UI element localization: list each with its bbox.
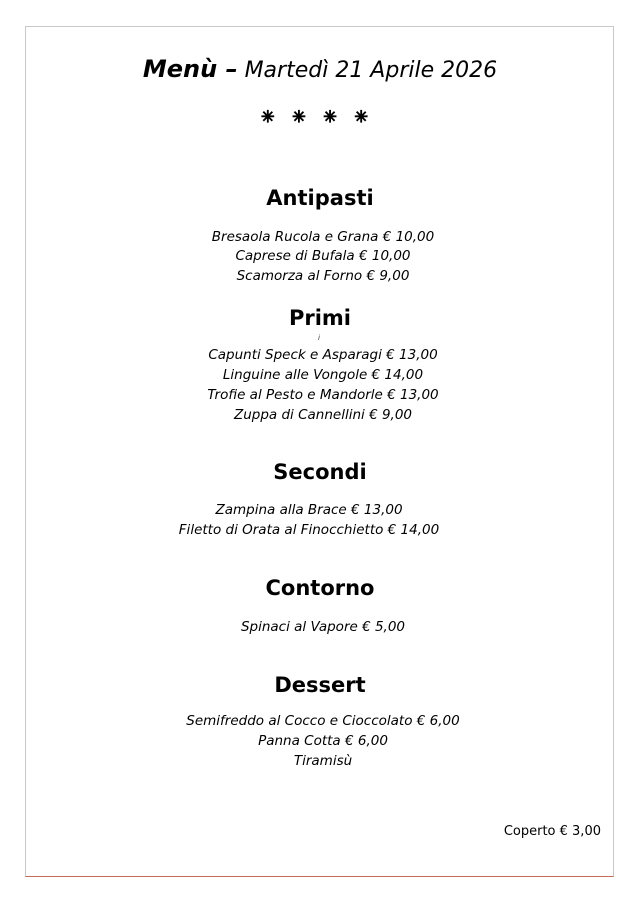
menu-item: Panna Cotta € 6,00 xyxy=(258,733,388,749)
title-date: Martedì 21 Aprile 2026 xyxy=(244,58,498,83)
menu-item: Spinaci al Vapore € 5,00 xyxy=(240,619,406,635)
section-heading-secondi: Secondi xyxy=(273,460,367,484)
menu-item: Tiramisù xyxy=(293,753,353,769)
title-main: Menù – xyxy=(142,55,238,83)
section-heading-primi: Primi xyxy=(288,306,352,330)
section-heading-dessert: Dessert xyxy=(274,673,366,697)
section-heading-antipasti: Antipasti xyxy=(266,186,374,210)
cover-charge: Coperto € 3,00 xyxy=(503,824,601,839)
page-title xyxy=(0,52,640,88)
menu-item: Trofie al Pesto e Mandorle € 13,00 xyxy=(207,387,439,403)
menu-item: Filetto di Orata al Finocchietto € 14,00 xyxy=(178,522,440,538)
menu-item: Capunti Speck e Asparagi € 13,00 xyxy=(208,347,438,363)
menu-item: Zuppa di Cannellini € 9,00 xyxy=(233,407,413,423)
menu-item: Caprese di Bufala € 10,00 xyxy=(235,248,411,264)
asterisk-ornament: ⁕⁕⁕⁕ xyxy=(257,103,383,131)
menu-item: Linguine alle Vongole € 14,00 xyxy=(222,367,424,383)
section-heading-contorno: Contorno xyxy=(265,576,375,600)
menu-item: Scamorza al Forno € 9,00 xyxy=(236,268,410,284)
menu-item: Semifreddo al Cocco e Cioccolato € 6,00 xyxy=(186,713,460,729)
stray-mark: i xyxy=(318,334,320,342)
menu-item: Zampina alla Brace € 13,00 xyxy=(215,502,403,518)
menu-item: Bresaola Rucola e Grana € 10,00 xyxy=(211,229,435,245)
